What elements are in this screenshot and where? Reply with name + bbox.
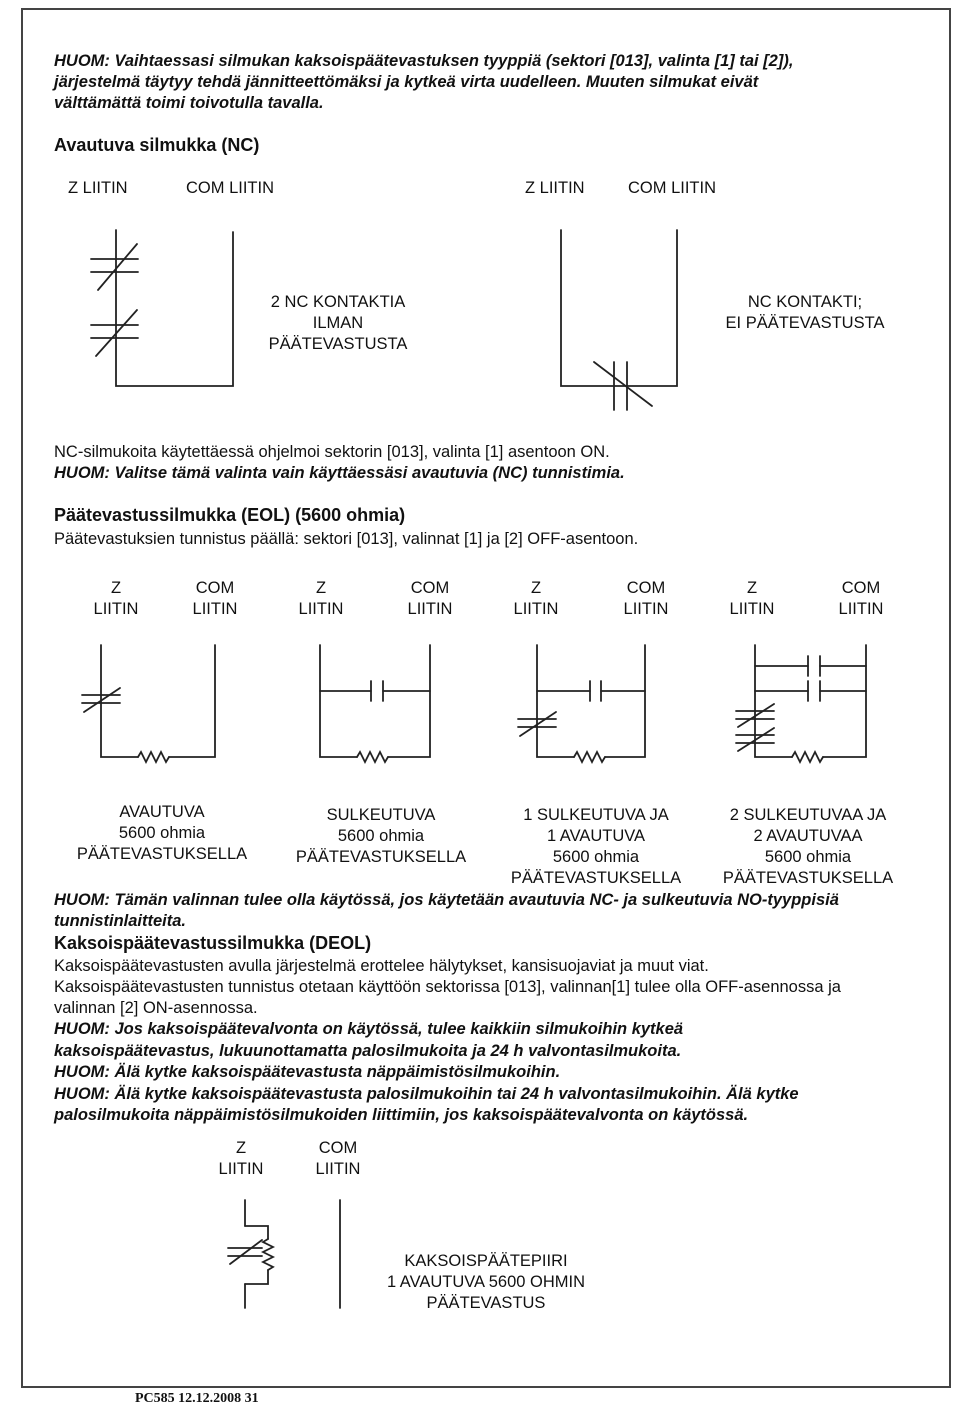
deol-text-line-3: valinnan [2] ON-asennossa.	[54, 999, 258, 1017]
eol-wire	[388, 645, 430, 757]
eol-terminal-com-3: COM LIITIN	[623, 579, 669, 618]
deol-note-line-2: kaksoispäätevastus, lukuunottamatta palosilmukoita ja 24 h valvontasilmukoita.	[54, 1042, 682, 1060]
eol-wire	[320, 645, 357, 757]
eol-diagram-1no-1nc	[518, 645, 645, 762]
resistor-icon	[263, 1239, 273, 1270]
resistor-icon	[357, 752, 388, 762]
eol-wire	[755, 645, 792, 757]
deol-wire	[245, 1270, 268, 1284]
deol-terminal-com: COM LIITIN	[315, 1139, 361, 1178]
eol-terminal-com-1: COM LIITIN	[192, 579, 238, 618]
eol-terminal-z-1: Z LIITIN	[93, 579, 139, 618]
page-footer: PC585 12.12.2008 31	[135, 1391, 259, 1406]
deol-diagram	[228, 1200, 340, 1308]
deol-text-line-2: Kaksoispäätevastusten tunnistus otetaan käyttöön sektorissa [013], valinnan[1] tulee olla OFF-asennossa ja	[54, 978, 841, 996]
eol-terminal-z-2: Z LIITIN	[298, 579, 344, 618]
deol-caption: KAKSOISPÄÄTEPIIRI 1 AVAUTUVA 5600 OHMIN PÄÄTEVASTUS	[386, 1252, 586, 1312]
nc-heading: Avautuva silmukka (NC)	[54, 135, 260, 155]
eol-caption-1: AVAUTUVA 5600 ohmia PÄÄTEVASTUKSELLA	[76, 803, 248, 863]
deol-note-line-3: HUOM: Älä kytke kaksoispäätevastusta näppäimistösilmukoihin.	[54, 1063, 561, 1081]
eol-wire	[101, 645, 138, 757]
resistor-icon	[574, 752, 605, 762]
deol-note-line-4: HUOM: Älä kytke kaksoispäätevastusta palosilmukoihin tai 24 h valvontasilmukoihin. Älä kytke	[54, 1085, 799, 1103]
deol-note-line-1: HUOM: Jos kaksoispäätevalvonta on käytössä, tulee kaikkiin silmukoihin kytkeä	[54, 1020, 684, 1038]
intro-note-line-1: HUOM: Vaihtaessasi silmukan kaksoispäätevastuksen tyyppiä (sektori [013], valinta [1] tai [2]),	[54, 52, 794, 70]
nc-diagram-1-contact	[561, 230, 677, 410]
no-contact-icon	[808, 681, 820, 701]
eol-heading: Päätevastussilmukka (EOL) (5600 ohmia)	[54, 505, 406, 525]
deol-wire	[245, 1226, 268, 1239]
nc-diagram-2-contacts	[91, 230, 233, 386]
eol-diagram-nc	[82, 645, 215, 762]
nc-terminal-com-2: COM LIITIN	[628, 179, 717, 197]
nc-caption-2: NC KONTAKTI; EI PÄÄTEVASTUSTA	[725, 293, 885, 332]
eol-terminal-com-2: COM LIITIN	[407, 579, 453, 618]
nc-terminal-com-1: COM LIITIN	[186, 179, 275, 197]
intro-note-line-3: välttämättä toimi toivotulla tavalla.	[54, 94, 324, 112]
eol-wire	[537, 645, 574, 757]
eol-text: Päätevastuksien tunnistus päällä: sektori [013], valinnat [1] ja [2] OFF-asentoon.	[54, 530, 639, 548]
resistor-icon	[138, 752, 169, 762]
nc-caption-1: 2 NC KONTAKTIA ILMAN PÄÄTEVASTUSTA	[268, 293, 408, 353]
nc-terminal-z-1: Z LIITIN	[68, 179, 128, 197]
no-contact-icon	[371, 681, 383, 701]
intro-note-line-2: järjestelmä täytyy tehdä jännitteettömäksi ja kytkeä virta uudelleen. Muuten silmukat eivät	[54, 73, 759, 91]
eol-diagram-2no-2nc	[736, 645, 866, 762]
eol-wire	[169, 645, 215, 757]
eol-caption-2: SULKEUTUVA 5600 ohmia PÄÄTEVASTUKSELLA	[295, 806, 467, 866]
deol-text-line-1: Kaksoispäätevastusten avulla järjestelmä erottelee hälytykset, kansisuojaviat ja muut viat.	[54, 957, 709, 975]
nc-wire-1	[116, 230, 233, 386]
eol-note-line-1: HUOM: Tämän valinnan tulee olla käytössä, jos käytetään avautuvia NC- ja sulkeutuvia NO-tyyppisiä	[54, 891, 839, 909]
deol-terminal-z: Z LIITIN	[218, 1139, 264, 1178]
nc-contact-icon	[228, 1240, 262, 1264]
resistor-icon	[792, 752, 823, 762]
nc-wire-2	[561, 230, 677, 386]
deol-note-line-5: palosilmukoita näppäimistösilmukoiden liittimiin, jos kaksoispäätevalvonta on käytössä.	[54, 1106, 749, 1124]
eol-caption-4: 2 SULKEUTUVAA JA 2 AVAUTUVAA 5600 ohmia PÄÄTEVASTUKSELLA	[722, 806, 894, 887]
eol-wire	[823, 645, 866, 757]
eol-terminal-z-3: Z LIITIN	[513, 579, 559, 618]
nc-text: NC-silmukoita käytettäessä ohjelmoi sektorin [013], valinta [1] asentoon ON.	[54, 443, 610, 461]
deol-heading: Kaksoispäätevastussilmukka (DEOL)	[54, 933, 372, 953]
no-contact-icon	[590, 681, 601, 701]
nc-terminal-z-2: Z LIITIN	[525, 179, 585, 197]
nc-note: HUOM: Valitse tämä valinta vain käyttäessäsi avautuvia (NC) tunnistimia.	[54, 464, 625, 482]
eol-diagram-no	[320, 645, 430, 762]
eol-wire	[605, 645, 645, 757]
nc-contact-icon	[91, 244, 138, 290]
eol-terminal-com-4: COM LIITIN	[838, 579, 884, 618]
nc-contact-icon	[91, 310, 138, 356]
eol-caption-3: 1 SULKEUTUVA JA 1 AVAUTUVA 5600 ohmia PÄÄTEVASTUKSELLA	[510, 806, 682, 887]
eol-terminal-z-4: Z LIITIN	[729, 579, 775, 618]
eol-note-line-2: tunnistinlaitteita.	[54, 912, 186, 930]
no-contact-icon	[808, 656, 820, 676]
